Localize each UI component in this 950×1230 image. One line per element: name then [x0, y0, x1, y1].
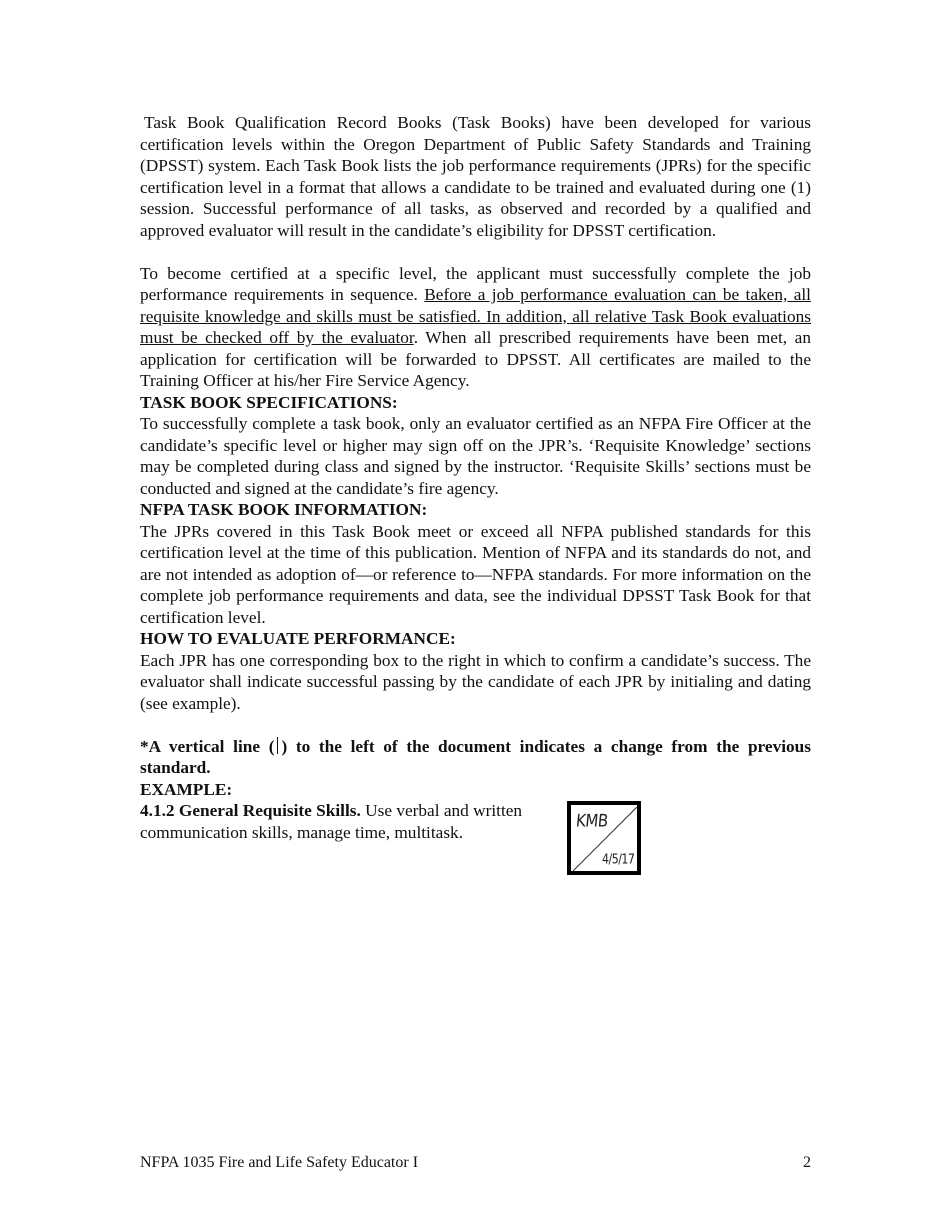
certification-paragraph [140, 263, 811, 392]
example-heading: EXAMPLE: [140, 779, 233, 799]
certification-underlined-text: Before a job performance evaluation can be taken, all requisite knowledge and skills must be satisfied. In addition, all relative Task Book evaluations must be checked off by the evaluator [140, 285, 811, 347]
evaluation-date: 4/5/17 [602, 851, 635, 868]
specifications-body: To successfully complete a task book, only an evaluator certified as an NFPA Fire Officer at the candidate’s specific level or higher may sign off on the JPR’s. ‘Requisite Knowledge’ sections may be completed during class and signed by the instructor. ‘Requisite Skills’ sections must be conducted and signed at the candidate’s fire agency. [140, 414, 811, 498]
change-note-start: *A vertical line ( [140, 736, 275, 756]
page-body [140, 112, 811, 880]
certification-text-end: . When all prescribed requirements have been met, an application for certification will be forwarded to DPSST. All certificates are mailed to the Training Officer at his/her Fire Service Agency. [140, 328, 811, 390]
example-row [140, 800, 811, 880]
change-note-end: ) to the left of the document indicates a change from the previous standard. [140, 736, 811, 777]
nfpa-info-heading: NFPA TASK BOOK INFORMATION: [140, 500, 428, 519]
example-signoff-box [567, 801, 641, 875]
nfpa-info-body: The JPRs covered in this Task Book meet or exceed all NFPA published standards for this certification level at the time of this publication. Mention of NFPA and its standards do not, and are not intended as adoption of—or reference to—NFPA standards. For more information on the complete job performance requirements and data, see the individual DPSST Task Book for that certification level. [140, 521, 811, 627]
evaluator-initials: KMB [575, 810, 609, 832]
change-note [140, 736, 811, 779]
footer-title: NFPA 1035 Fire and Life Safety Educator I [140, 1154, 419, 1171]
vertical-line-icon [277, 737, 278, 754]
example-jpr-text: Use verbal and written communication skills, manage time, multitask. [140, 801, 523, 842]
intro-paragraph: Task Book Qualification Record Books (Task Books) have been developed for various certification levels within the Oregon Department of Public Safety Standards and Training (DPSST) system. Each Task Book lists the job performance requirements (JPRs) for the specific certification level in a format that allows a candidate to be trained and evaluated during one (1) session. Successful performance of all tasks, as observed and recorded by a qualified and approved evaluator will result in the candidate’s eligibility for DPSST certification. [140, 113, 811, 240]
evaluate-heading: HOW TO EVALUATE PERFORMANCE: [140, 629, 456, 648]
example-jpr-title: 4.1.2 General Requisite Skills. [140, 801, 361, 820]
certification-text-start: To become certified at a specific level, the applicant must successfully complete the job performance requirements in sequence. [140, 263, 811, 304]
example-jpr [140, 800, 560, 843]
page-number: 2 [803, 1154, 811, 1171]
evaluate-body: Each JPR has one corresponding box to the right in which to confirm a candidate’s success. The evaluator shall indicate successful passing by the candidate of each JPR by initialing and dating (see example). [140, 650, 811, 713]
specifications-heading: TASK BOOK SPECIFICATIONS: [140, 392, 398, 412]
